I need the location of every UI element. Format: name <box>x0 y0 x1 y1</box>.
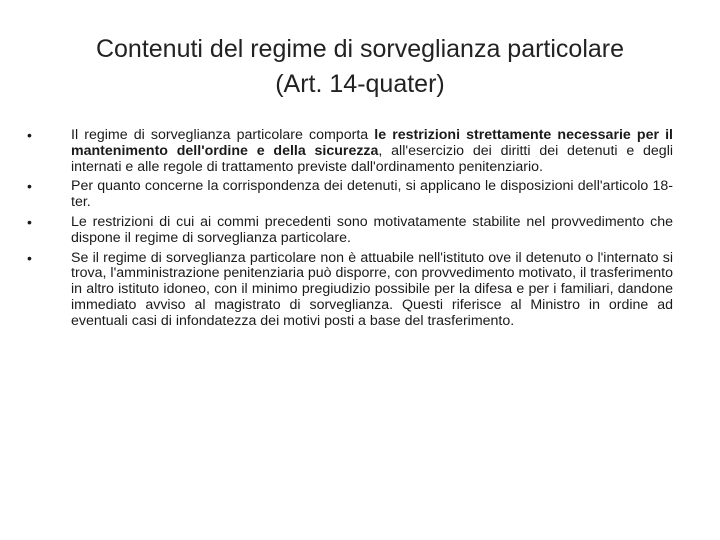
bullet-text-after: , all'esercizio dei diritti dei detenuti e degli internati e alle regole di trattamento previste dall'ordinamento penitenziario. <box>71 142 673 175</box>
slide-title-line-1: Contenuti del regime di sorveglianza particolare <box>95 35 625 63</box>
bullet-item <box>27 251 673 330</box>
bullet-text: Il regime di sorveglianza particolare comporta <box>71 127 375 143</box>
bullet-text: Se il regime di sorveglianza particolare non è attuabile nell'istituto ove il detenuto o l'internato si trova, l'amministrazione penitenziaria può disporre, con provvedimento motivato, il trasferimento in altro istituto idoneo, con il minimo pregiudizio possibile per la difesa e per i familiari, dandone immediato avviso al magistrato di sorveglianza. Questi riferisce al Ministro in ordine ad eventuali casi di infondatezza dei motivi posti a base del trasferimento. <box>71 249 674 329</box>
bullet-icon: • <box>27 249 32 266</box>
bullet-item <box>27 215 673 247</box>
bullet-text: Per quanto concerne la corrispondenza dei detenuti, si applicano le disposizioni dell'articolo 18-ter. <box>71 178 673 211</box>
bullet-list <box>27 128 673 334</box>
bullet-item <box>27 179 673 211</box>
bullet-icon: • <box>27 213 32 230</box>
slide-title <box>36 32 684 102</box>
bullet-text: Le restrizioni di cui ai commi precedenti sono motivatamente stabilite nel provvedimento che dispone il regime di sorveglianza particolare. <box>71 213 673 246</box>
bullet-icon: • <box>27 178 32 195</box>
bullet-icon: • <box>27 127 32 143</box>
bullet-item <box>27 128 673 175</box>
slide-title-line-2: (Art. 14-quater) <box>275 70 445 98</box>
bullet-bold-text: le restrizioni strettamente necessarie per il mantenimento dell'ordine e della sicurezza <box>71 127 673 159</box>
